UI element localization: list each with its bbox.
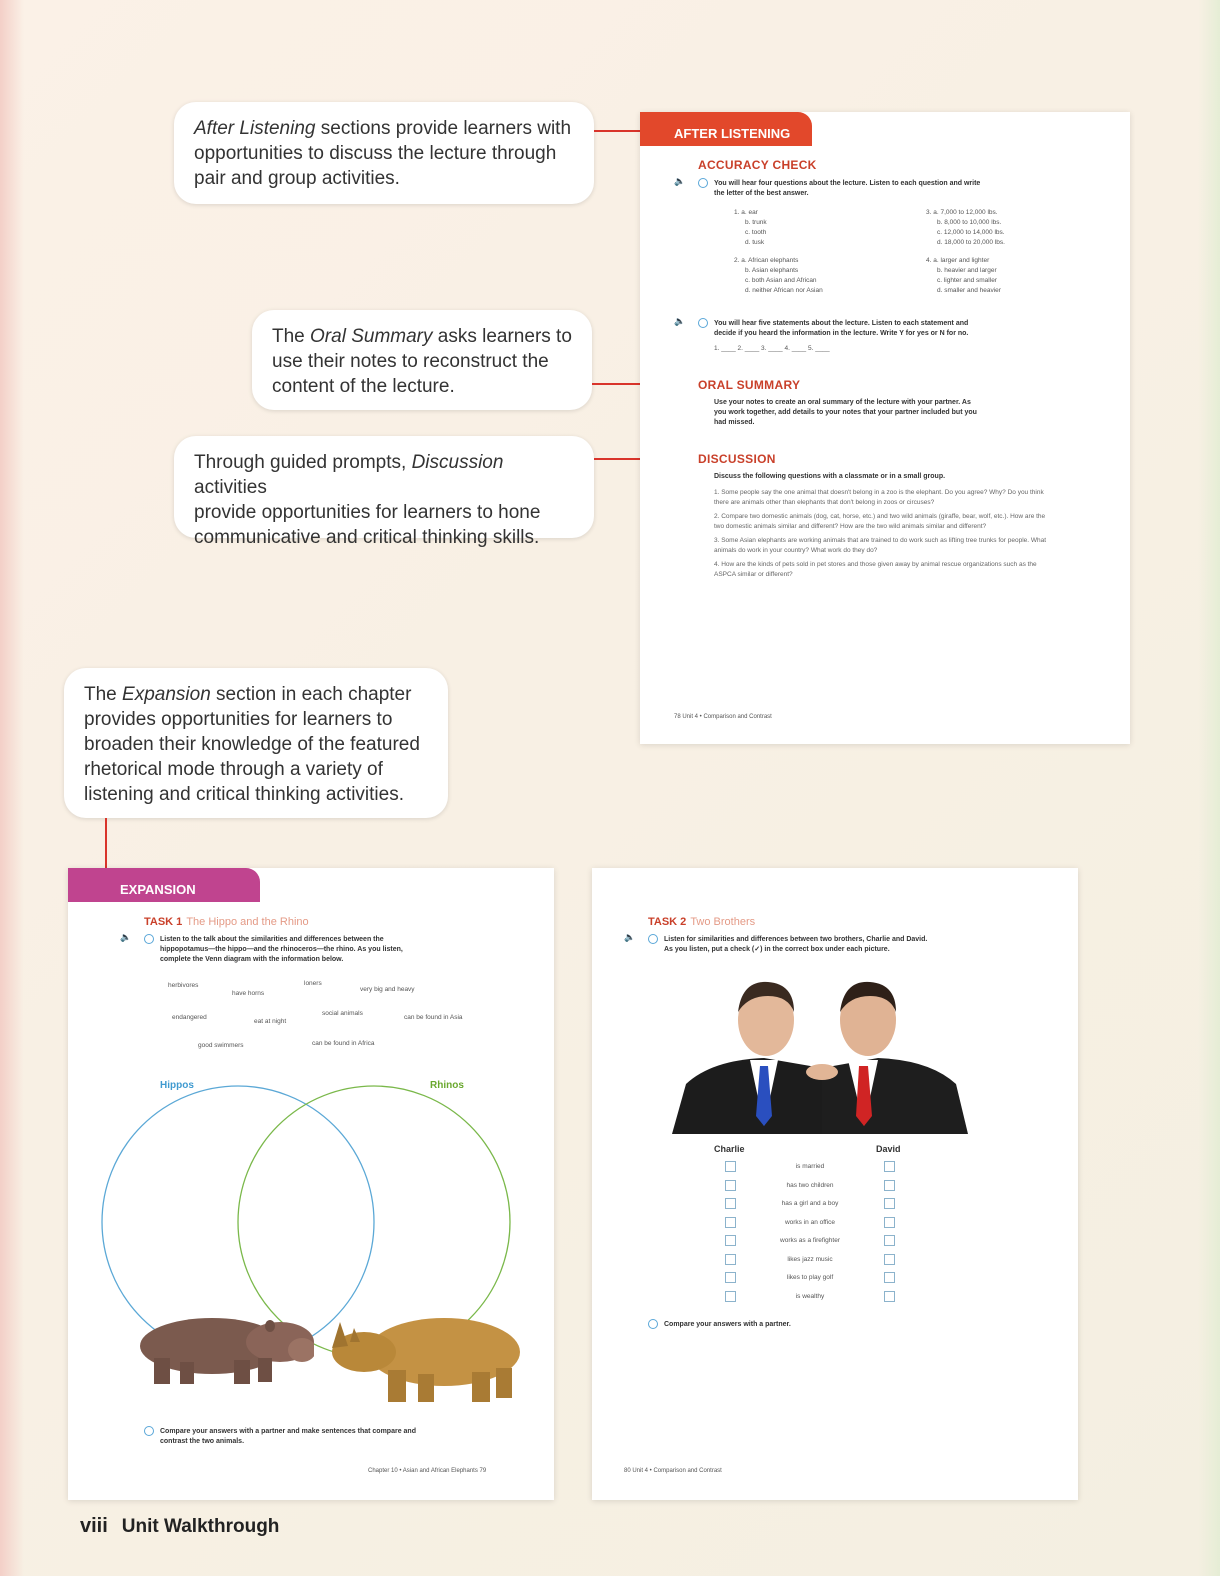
word-bank-item: have horns [232,990,265,997]
question-1: 1. a. ear b. trunk c. tooth d. tusk [734,209,767,246]
callout-text: pair and group activities. [194,168,400,189]
audio-icon: 🔈 [674,176,686,186]
instruction-line: You will hear five statements about the lecture. Listen to each statement and [714,320,969,327]
task-title: The Hippo and the Rhino [186,916,309,928]
callout-text: communicative and critical thinking skills. [194,527,540,548]
checkbox-david[interactable] [884,1254,895,1265]
statement-label: is married [795,1163,825,1170]
accuracy-check-heading: ACCURACY CHECK [698,158,817,172]
discussion-instructions: Discuss the following questions with a classmate or in a small group. [714,473,946,480]
word-bank-item: can be found in Africa [312,1040,375,1047]
instruction-line: the letter of the best answer. [714,190,809,197]
activity-marker-icon [698,318,708,328]
word-bank-item: can be found in Asia [404,1014,463,1021]
after-listening-tab: AFTER LISTENING [640,112,812,146]
discussion-question: 2. Compare two domestic animals (dog, cat, horse, etc.) and two wild animals (giraffe, bear, wolf, etc.). How are the two domestic animals similar and different? How are the two wild animals similar and different? [714,513,1046,530]
discussion-heading: DISCUSSION [698,452,776,466]
book-page-79 [68,868,554,1500]
rhino-image [326,1308,526,1404]
activity-marker-icon [648,1319,658,1329]
column-label-charlie: Charlie [714,1144,745,1154]
true-false-instructions [714,319,1114,339]
statement-label: likes to play golf [786,1274,834,1281]
page-edge-right [1198,0,1220,1576]
venn-label-rhinos: Rhinos [430,1080,464,1091]
audio-icon: 🔈 [674,316,686,326]
statement-label: has two children [786,1182,834,1189]
checkbox-charlie[interactable] [725,1254,736,1265]
task-2-heading: TASK 2 Two Brothers [648,916,756,928]
two-brothers-photo [672,976,968,1134]
venn-label-hippos: Hippos [160,1080,194,1091]
section-title: Unit Walkthrough [121,1516,280,1537]
expansion-tab: EXPANSION [68,868,260,902]
callout-expansion [64,668,448,818]
activity-marker-icon [144,1426,154,1436]
oral-summary-text: Use your notes to create an oral summary of the lecture with your partner. As you work together, add details to your notes that your partner included but you had missed. [714,399,977,426]
checkbox-david[interactable] [884,1291,895,1302]
page-footer: 80 Unit 4 • Comparison and Contrast [624,1468,722,1474]
callout-text: provide opportunities for learners to hone [194,502,541,523]
callout-text: asks learners to [432,326,572,347]
callout-em: Oral Summary [310,326,433,347]
task-2-compare: Compare your answers with a partner. [664,1321,791,1328]
checkbox-david[interactable] [884,1180,895,1191]
task-2-instructions: Listen for similarities and differences between two brothers, Charlie and David. As you listen, put a check (✓) in the correct box under each picture. [664,936,928,953]
audio-icon: 🔈 [120,932,132,942]
statement-label: is wealthy [795,1293,825,1300]
callout-text: Through guided prompts, [194,452,412,473]
callout-text: The [84,684,123,705]
activity-marker-icon [144,934,154,944]
walkthrough-page-title [80,1515,279,1538]
callout-text: sections provide learners with [315,118,572,139]
activity-marker-icon [698,178,708,188]
question-2: 2. a. African elephants b. Asian elephants c. both Asian and African d. neither African nor Asian [734,257,823,294]
discussion-question: 1. Some people say the one animal that doesn't belong in a zoo is the elephant. Do you agree? Why? Do you think there are animals other than elephants that don't belong in zoos or circuses? [714,489,1044,506]
task-1-heading: TASK 1 The Hippo and the Rhino [144,916,309,928]
checkbox-charlie[interactable] [725,1272,736,1283]
page-footer: Chapter 10 • Asian and African Elephants 79 [368,1468,487,1474]
callout-discussion [174,436,594,548]
callout-text: use their notes to reconstruct the [272,351,549,372]
instruction-line: You will hear four questions about the lecture. Listen to each question and write [714,180,981,187]
callout-em: After Listening [194,118,316,139]
answer-blanks: 1. ____ 2. ____ 3. ____ 4. ____ 5. ____ [714,345,830,352]
callout-oral-summary [252,310,592,410]
checkbox-charlie[interactable] [725,1291,736,1302]
checkbox-david[interactable] [884,1217,895,1228]
checkbox-david[interactable] [884,1272,895,1283]
callout-text: activities [194,477,267,498]
page-edge-left [0,0,24,1576]
statement-label: works in an office [784,1219,836,1226]
checkbox-charlie[interactable] [725,1161,736,1172]
callout-text: opportunities to discuss the lecture through [194,143,557,164]
statement-label: likes jazz music [787,1256,833,1263]
activity-marker-icon [648,934,658,944]
callout-text: provides opportunities for learners to [84,709,393,730]
callout-after-listening [174,102,594,204]
callout-em: Discussion [411,452,504,473]
discussion-question: 3. Some Asian elephants are working animals that are trained to do work such as lifting tree trunks for people. What animals do work in your country? What work do they do? [714,537,1047,554]
book-page-80 [592,868,1078,1500]
discussion-questions [714,488,1054,580]
accuracy-instructions [714,179,1114,199]
word-bank-item: very big and heavy [360,986,415,993]
audio-icon: 🔈 [624,932,636,942]
callout-text: rhetorical mode through a variety of [84,759,383,780]
word-bank-item: eat at night [254,1018,287,1025]
word-bank-item: herbivores [168,982,199,989]
book-page-78 [640,112,1130,744]
oral-summary-heading: ORAL SUMMARY [698,378,801,392]
checkbox-charlie[interactable] [725,1235,736,1246]
instruction-line: decide if you heard the information in the lecture. Write Y for yes or N for no. [714,330,969,337]
word-bank-item: good swimmers [198,1042,244,1049]
callout-text: listening and critical thinking activities. [84,784,404,805]
discussion-question: 4. How are the kinds of pets sold in pet stores and those given away by animal rescue organizations such as the ASPCA similar or different? [714,561,1037,578]
word-bank-item: endangered [172,1014,207,1021]
page-footer: 78 Unit 4 • Comparison and Contrast [674,714,772,720]
task-title: Two Brothers [690,916,756,928]
callout-text: content of the lecture. [272,376,455,397]
checkbox-david[interactable] [884,1198,895,1209]
column-label-david: David [876,1144,901,1154]
callout-text: section in each chapter [210,684,412,705]
page-number-roman: viii [80,1515,108,1537]
checkbox-charlie[interactable] [725,1180,736,1191]
callout-text: broaden their knowledge of the featured [84,734,420,755]
question-4: 4. a. larger and lighter b. heavier and larger c. lighter and smaller d. smaller and heavier [926,257,1001,294]
callout-text: The [272,326,311,347]
task-1-instructions: Listen to the talk about the similarities and differences between the hippopotamus—the hippo—and the rhinoceros—the rhino. As you listen, complete the Venn diagram with the information below. [160,936,403,963]
checkbox-david[interactable] [884,1235,895,1246]
task-1-compare: Compare your answers with a partner and make sentences that compare and contrast the two animals. [160,1428,416,1445]
checkbox-david[interactable] [884,1161,895,1172]
hippo-image [130,1306,314,1386]
statement-label: works as a firefighter [780,1237,840,1244]
question-3: 3. a. 7,000 to 12,000 lbs. b. 8,000 to 10,000 lbs. c. 12,000 to 14,000 lbs. d. 18,000 to 20,000 lbs. [926,209,1005,246]
checkbox-charlie[interactable] [725,1198,736,1209]
checkbox-charlie[interactable] [725,1217,736,1228]
word-bank-item: loners [304,980,322,987]
statement-label: has a girl and a boy [781,1200,839,1207]
word-bank-item: social animals [322,1010,363,1017]
callout-em: Expansion [122,684,211,705]
